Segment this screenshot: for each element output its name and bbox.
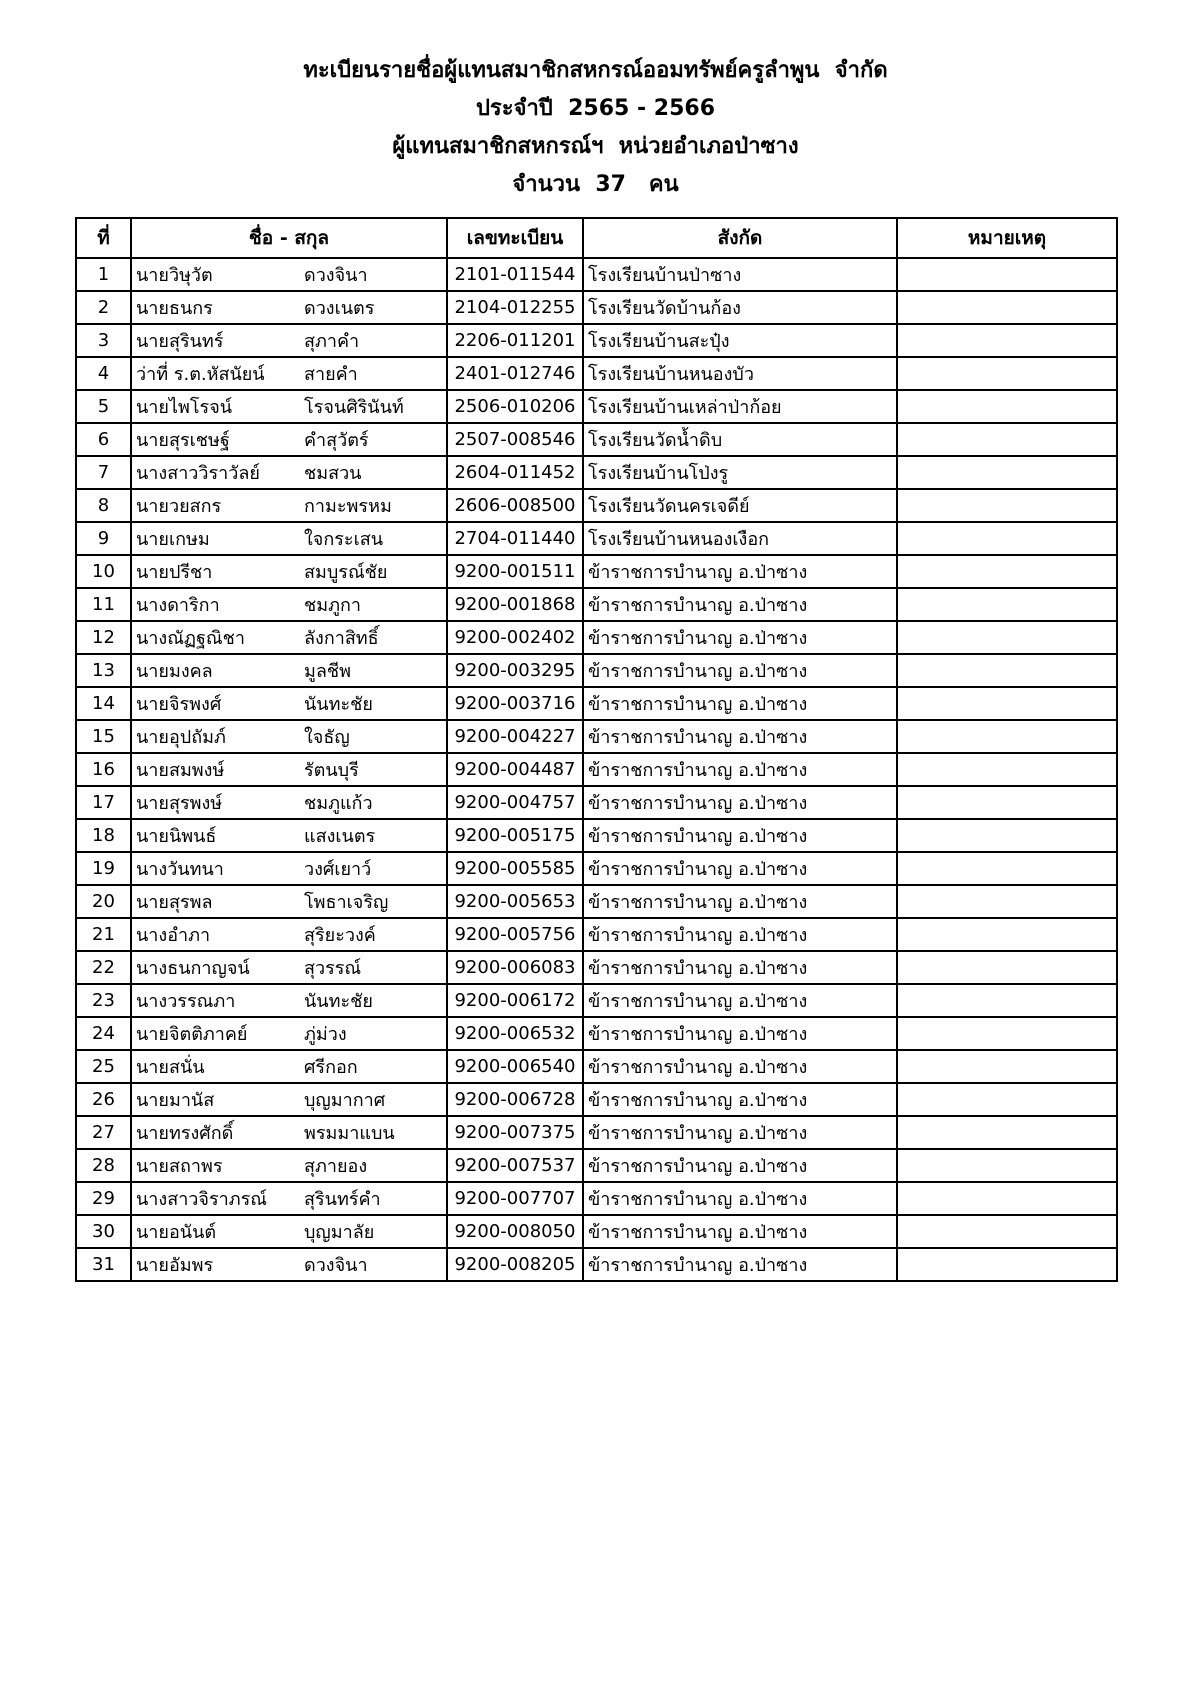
- cell-no: 3: [76, 324, 131, 357]
- cell-reg: 2206-011201: [447, 324, 583, 357]
- cell-aff: โรงเรียนบ้านโป่งรู: [583, 456, 897, 489]
- last-name: ใจธัญ: [304, 727, 350, 748]
- cell-aff: ข้าราชการบำนาญ อ.ป่าซาง: [583, 951, 897, 984]
- table-row: [76, 423, 1117, 456]
- last-name: นันทะชัย: [304, 694, 373, 715]
- cell-aff: โรงเรียนวัดน้ำดิบ: [583, 423, 897, 456]
- cell-name: [131, 555, 447, 588]
- last-name: ดวงเนตร: [304, 298, 375, 319]
- table-row: [76, 852, 1117, 885]
- table-row: [76, 654, 1117, 687]
- header-aff: สังกัด: [583, 218, 897, 258]
- cell-aff: โรงเรียนบ้านหนองบัว: [583, 357, 897, 390]
- cell-reg: 2606-008500: [447, 489, 583, 522]
- cell-name: [131, 291, 447, 324]
- cell-note: [897, 687, 1117, 720]
- cell-aff: โรงเรียนวัดนครเจดีย์: [583, 489, 897, 522]
- first-name: นายสุรเชษฐ์: [136, 430, 230, 451]
- last-name: ภู่ม่วง: [304, 1024, 347, 1045]
- cell-note: [897, 951, 1117, 984]
- cell-name: [131, 951, 447, 984]
- first-name: ว่าที่ ร.ต.หัสนัยน์: [136, 364, 265, 385]
- cell-name: [131, 1182, 447, 1215]
- first-name: นายวิษุวัต: [136, 265, 213, 286]
- cell-note: [897, 654, 1117, 687]
- cell-name: [131, 1248, 447, 1281]
- cell-note: [897, 819, 1117, 852]
- last-name: วงศ์เยาว์: [304, 859, 372, 880]
- header-no: ที่: [76, 218, 131, 258]
- cell-reg: 9200-004227: [447, 720, 583, 753]
- cell-name: [131, 390, 447, 423]
- last-name: ลังกาสิทธิ์: [304, 628, 379, 649]
- cell-reg: 2507-008546: [447, 423, 583, 456]
- cell-no: 11: [76, 588, 131, 621]
- cell-aff: ข้าราชการบำนาญ อ.ป่าซาง: [583, 1215, 897, 1248]
- table-row: [76, 819, 1117, 852]
- table-row: [76, 885, 1117, 918]
- first-name: นายสนั่น: [136, 1057, 205, 1078]
- first-name: นางสาววิราวัลย์: [136, 463, 260, 484]
- cell-aff: ข้าราชการบำนาญ อ.ป่าซาง: [583, 1050, 897, 1083]
- cell-reg: 9200-006172: [447, 984, 583, 1017]
- cell-name: [131, 1149, 447, 1182]
- cell-name: [131, 357, 447, 390]
- table-row: [76, 984, 1117, 1017]
- first-name: นางณัฏฐณิชา: [136, 628, 245, 649]
- cell-note: [897, 918, 1117, 951]
- cell-aff: โรงเรียนบ้านเหล่าป่าก้อย: [583, 390, 897, 423]
- cell-no: 31: [76, 1248, 131, 1281]
- first-name: นายจิตติภาคย์: [136, 1024, 248, 1045]
- table-row: [76, 1083, 1117, 1116]
- member-table: [75, 217, 1118, 1282]
- cell-aff: โรงเรียนวัดบ้านก้อง: [583, 291, 897, 324]
- cell-reg: 2101-011544: [447, 258, 583, 291]
- document-period: ประจำปี 2565 - 2566: [475, 96, 716, 121]
- table-row: [76, 357, 1117, 390]
- cell-no: 15: [76, 720, 131, 753]
- cell-name: [131, 720, 447, 753]
- cell-no: 22: [76, 951, 131, 984]
- cell-name: [131, 984, 447, 1017]
- cell-name: [131, 852, 447, 885]
- table-row: [76, 489, 1117, 522]
- cell-note: [897, 852, 1117, 885]
- table-row: [76, 1215, 1117, 1248]
- cell-reg: 9200-006083: [447, 951, 583, 984]
- cell-aff: ข้าราชการบำนาญ อ.ป่าซาง: [583, 1083, 897, 1116]
- cell-name: [131, 489, 447, 522]
- cell-reg: 2104-012255: [447, 291, 583, 324]
- cell-note: [897, 588, 1117, 621]
- first-name: นางอำภา: [136, 925, 211, 946]
- cell-no: 1: [76, 258, 131, 291]
- first-name: นายสุรพงษ์: [136, 793, 223, 814]
- cell-name: [131, 588, 447, 621]
- cell-reg: 2401-012746: [447, 357, 583, 390]
- cell-note: [897, 1215, 1117, 1248]
- last-name: สุภาคำ: [304, 331, 360, 352]
- cell-no: 21: [76, 918, 131, 951]
- document-count: จำนวน 37 คน: [512, 172, 679, 197]
- cell-note: [897, 390, 1117, 423]
- first-name: นายวยสกร: [136, 496, 222, 517]
- cell-reg: 9200-008050: [447, 1215, 583, 1248]
- last-name: พรมมาแบน: [304, 1123, 395, 1144]
- cell-note: [897, 984, 1117, 1017]
- first-name: นายอนันต์: [136, 1222, 217, 1243]
- first-name: นายไพโรจน์: [136, 397, 233, 418]
- table-row: [76, 390, 1117, 423]
- last-name: บุญมากาศ: [304, 1090, 386, 1111]
- cell-aff: ข้าราชการบำนาญ อ.ป่าซาง: [583, 852, 897, 885]
- cell-name: [131, 1050, 447, 1083]
- cell-note: [897, 1050, 1117, 1083]
- cell-name: [131, 885, 447, 918]
- cell-note: [897, 720, 1117, 753]
- cell-note: [897, 621, 1117, 654]
- last-name: ศรีกอก: [304, 1057, 358, 1078]
- cell-note: [897, 1017, 1117, 1050]
- cell-aff: ข้าราชการบำนาญ อ.ป่าซาง: [583, 588, 897, 621]
- first-name: นายสมพงษ์: [136, 760, 225, 781]
- cell-reg: 9200-006532: [447, 1017, 583, 1050]
- cell-no: 16: [76, 753, 131, 786]
- last-name: สุริยะวงค์: [304, 925, 376, 946]
- table-row: [76, 1149, 1117, 1182]
- table-row: [76, 720, 1117, 753]
- cell-no: 26: [76, 1083, 131, 1116]
- table-row: [76, 291, 1117, 324]
- cell-no: 25: [76, 1050, 131, 1083]
- first-name: นายเกษม: [136, 529, 210, 550]
- last-name: สุภายอง: [304, 1156, 368, 1177]
- cell-reg: 9200-003295: [447, 654, 583, 687]
- last-name: มูลชีพ: [304, 661, 351, 682]
- table-row: [76, 1050, 1117, 1083]
- cell-aff: ข้าราชการบำนาญ อ.ป่าซาง: [583, 885, 897, 918]
- cell-no: 9: [76, 522, 131, 555]
- table-row: [76, 456, 1117, 489]
- cell-note: [897, 1149, 1117, 1182]
- first-name: นางธนกาญจน์: [136, 958, 250, 979]
- cell-name: [131, 324, 447, 357]
- table-row: [76, 753, 1117, 786]
- cell-note: [897, 753, 1117, 786]
- cell-name: [131, 753, 447, 786]
- cell-aff: ข้าราชการบำนาญ อ.ป่าซาง: [583, 786, 897, 819]
- cell-name: [131, 258, 447, 291]
- cell-no: 12: [76, 621, 131, 654]
- cell-no: 13: [76, 654, 131, 687]
- cell-aff: ข้าราชการบำนาญ อ.ป่าซาง: [583, 1149, 897, 1182]
- cell-aff: ข้าราชการบำนาญ อ.ป่าซาง: [583, 1248, 897, 1281]
- header-note: หมายเหตุ: [897, 218, 1117, 258]
- cell-reg: 9200-006540: [447, 1050, 583, 1083]
- cell-name: [131, 1116, 447, 1149]
- cell-reg: 9200-006728: [447, 1083, 583, 1116]
- table-row: [76, 258, 1117, 291]
- last-name: สุวรรณ์: [304, 958, 362, 979]
- cell-name: [131, 1215, 447, 1248]
- table-row: [76, 522, 1117, 555]
- first-name: นายธนกร: [136, 298, 213, 319]
- cell-aff: โรงเรียนบ้านหนองเงือก: [583, 522, 897, 555]
- cell-reg: 9200-005585: [447, 852, 583, 885]
- first-name: นายอุปถัมภ์: [136, 727, 226, 748]
- cell-name: [131, 522, 447, 555]
- cell-no: 20: [76, 885, 131, 918]
- cell-aff: ข้าราชการบำนาญ อ.ป่าซาง: [583, 984, 897, 1017]
- cell-aff: โรงเรียนบ้านป่าซาง: [583, 258, 897, 291]
- last-name: รัตนบุรี: [304, 760, 359, 781]
- table-row: [76, 951, 1117, 984]
- cell-note: [897, 258, 1117, 291]
- last-name: ดวงจินา: [304, 265, 368, 286]
- cell-no: 29: [76, 1182, 131, 1215]
- cell-no: 27: [76, 1116, 131, 1149]
- cell-reg: 9200-007375: [447, 1116, 583, 1149]
- table-row: [76, 324, 1117, 357]
- cell-note: [897, 1116, 1117, 1149]
- last-name: ใจกระเสน: [304, 529, 384, 550]
- cell-reg: 9200-002402: [447, 621, 583, 654]
- cell-no: 30: [76, 1215, 131, 1248]
- cell-no: 14: [76, 687, 131, 720]
- cell-name: [131, 423, 447, 456]
- cell-note: [897, 786, 1117, 819]
- first-name: นางสาวจิราภรณ์: [136, 1189, 267, 1210]
- cell-no: 8: [76, 489, 131, 522]
- cell-aff: ข้าราชการบำนาญ อ.ป่าซาง: [583, 720, 897, 753]
- document-header: [0, 52, 1191, 204]
- cell-no: 2: [76, 291, 131, 324]
- cell-reg: 9200-007707: [447, 1182, 583, 1215]
- first-name: นางดาริกา: [136, 595, 220, 616]
- last-name: คำสุวัตร์: [304, 430, 369, 451]
- cell-note: [897, 324, 1117, 357]
- cell-aff: ข้าราชการบำนาญ อ.ป่าซาง: [583, 918, 897, 951]
- table-body: [76, 258, 1117, 1281]
- last-name: นันทะชัย: [304, 991, 373, 1012]
- cell-aff: ข้าราชการบำนาญ อ.ป่าซาง: [583, 1182, 897, 1215]
- first-name: นายสุรพล: [136, 892, 213, 913]
- cell-no: 18: [76, 819, 131, 852]
- last-name: สุรินทร์คำ: [304, 1189, 381, 1210]
- first-name: นายปรีชา: [136, 562, 213, 583]
- cell-reg: 9200-007537: [447, 1149, 583, 1182]
- last-name: กามะพรหม: [304, 496, 392, 517]
- last-name: โพธาเจริญ: [304, 892, 389, 913]
- cell-no: 6: [76, 423, 131, 456]
- cell-aff: ข้าราชการบำนาญ อ.ป่าซาง: [583, 753, 897, 786]
- cell-no: 17: [76, 786, 131, 819]
- cell-reg: 9200-004757: [447, 786, 583, 819]
- cell-reg: 9200-001511: [447, 555, 583, 588]
- first-name: นายทรงศักดิ์: [136, 1123, 234, 1144]
- cell-note: [897, 1083, 1117, 1116]
- cell-reg: 9200-004487: [447, 753, 583, 786]
- last-name: ดวงจินา: [304, 1255, 368, 1276]
- cell-no: 23: [76, 984, 131, 1017]
- cell-note: [897, 456, 1117, 489]
- cell-reg: 9200-001868: [447, 588, 583, 621]
- table-row: [76, 786, 1117, 819]
- first-name: นายมานัส: [136, 1090, 215, 1111]
- cell-no: 10: [76, 555, 131, 588]
- last-name: บุญมาลัย: [304, 1222, 375, 1243]
- cell-aff: ข้าราชการบำนาญ อ.ป่าซาง: [583, 555, 897, 588]
- first-name: นายสุรินทร์: [136, 331, 224, 352]
- cell-reg: 9200-003716: [447, 687, 583, 720]
- first-name: นายจิรพงศ์: [136, 694, 222, 715]
- cell-no: 5: [76, 390, 131, 423]
- cell-no: 28: [76, 1149, 131, 1182]
- cell-note: [897, 357, 1117, 390]
- cell-name: [131, 687, 447, 720]
- table-header-row: [76, 218, 1117, 258]
- cell-note: [897, 1248, 1117, 1281]
- table-row: [76, 918, 1117, 951]
- table-row: [76, 1116, 1117, 1149]
- cell-note: [897, 489, 1117, 522]
- first-name: นายมงคล: [136, 661, 213, 682]
- cell-reg: 9200-005756: [447, 918, 583, 951]
- cell-aff: โรงเรียนบ้านสะปุ๋ง: [583, 324, 897, 357]
- table-row: [76, 621, 1117, 654]
- cell-note: [897, 885, 1117, 918]
- cell-note: [897, 1182, 1117, 1215]
- cell-note: [897, 423, 1117, 456]
- cell-no: 19: [76, 852, 131, 885]
- cell-no: 4: [76, 357, 131, 390]
- cell-reg: 2506-010206: [447, 390, 583, 423]
- cell-aff: ข้าราชการบำนาญ อ.ป่าซาง: [583, 687, 897, 720]
- last-name: ชมภูกา: [304, 595, 361, 616]
- table-row: [76, 687, 1117, 720]
- cell-name: [131, 819, 447, 852]
- first-name: นายอัมพร: [136, 1255, 214, 1276]
- cell-note: [897, 555, 1117, 588]
- cell-aff: ข้าราชการบำนาญ อ.ป่าซาง: [583, 1017, 897, 1050]
- first-name: นายสถาพร: [136, 1156, 223, 1177]
- cell-note: [897, 522, 1117, 555]
- last-name: แสงเนตร: [304, 826, 376, 847]
- document-title: ทะเบียนรายชื่อผู้แทนสมาชิกสหกรณ์ออมทรัพย์ครูลำพูน จำกัด: [303, 58, 888, 83]
- cell-reg: 2704-011440: [447, 522, 583, 555]
- last-name: ชมภูแก้ว: [304, 793, 373, 814]
- cell-no: 7: [76, 456, 131, 489]
- last-name: ชมสวน: [304, 463, 362, 484]
- cell-aff: ข้าราชการบำนาญ อ.ป่าซาง: [583, 819, 897, 852]
- cell-no: 24: [76, 1017, 131, 1050]
- cell-name: [131, 1017, 447, 1050]
- last-name: สมบูรณ์ชัย: [304, 562, 388, 583]
- cell-reg: 9200-005175: [447, 819, 583, 852]
- cell-reg: 2604-011452: [447, 456, 583, 489]
- header-reg: เลขทะเบียน: [447, 218, 583, 258]
- cell-name: [131, 456, 447, 489]
- cell-reg: 9200-008205: [447, 1248, 583, 1281]
- cell-name: [131, 918, 447, 951]
- table-row: [76, 1182, 1117, 1215]
- table-row: [76, 1017, 1117, 1050]
- cell-name: [131, 1083, 447, 1116]
- first-name: นางวันทนา: [136, 859, 224, 880]
- cell-name: [131, 786, 447, 819]
- document-unit: ผู้แทนสมาชิกสหกรณ์ฯ หน่วยอำเภอป่าซาง: [392, 134, 799, 159]
- cell-name: [131, 654, 447, 687]
- first-name: นางวรรณภา: [136, 991, 236, 1012]
- last-name: สายคำ: [304, 364, 358, 385]
- cell-reg: 9200-005653: [447, 885, 583, 918]
- table-row: [76, 588, 1117, 621]
- cell-aff: ข้าราชการบำนาญ อ.ป่าซาง: [583, 621, 897, 654]
- header-name: ชื่อ - สกุล: [131, 218, 447, 258]
- table-row: [76, 1248, 1117, 1281]
- cell-note: [897, 291, 1117, 324]
- first-name: นายนิพนธ์: [136, 826, 217, 847]
- table-row: [76, 555, 1117, 588]
- cell-name: [131, 621, 447, 654]
- cell-aff: ข้าราชการบำนาญ อ.ป่าซาง: [583, 654, 897, 687]
- last-name: โรจนศิรินันท์: [304, 397, 404, 418]
- cell-aff: ข้าราชการบำนาญ อ.ป่าซาง: [583, 1116, 897, 1149]
